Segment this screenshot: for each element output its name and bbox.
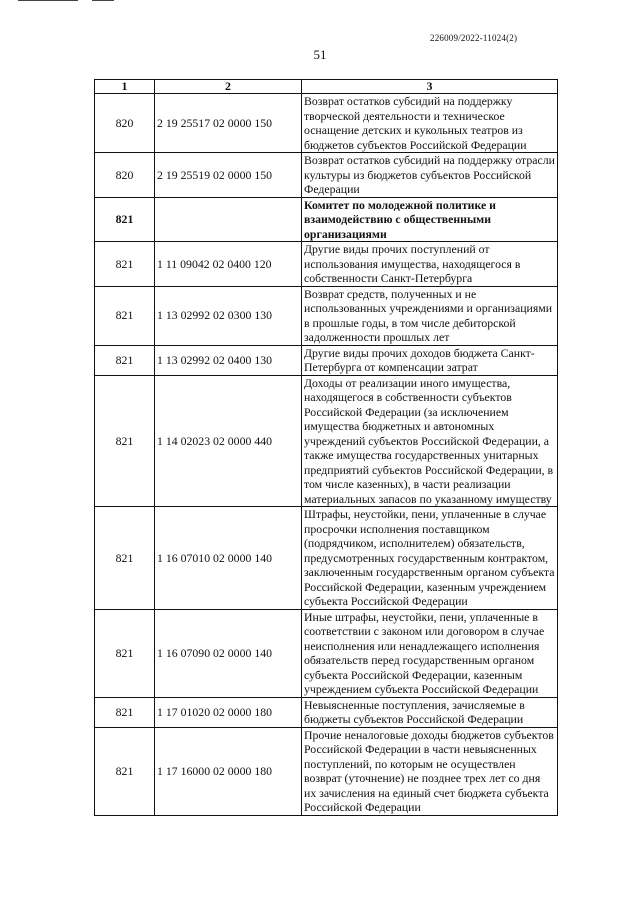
- table-row: [95, 697, 558, 727]
- description-cell: Возврат остатков субсидий на поддержку творческой деятельности и техническое оснащение детских и кукольных театров из бюджетов субъектов Российской Федерации: [302, 94, 558, 153]
- table-header-row: [95, 80, 558, 94]
- document-id: 226009/2022-11024(2): [430, 33, 518, 43]
- table-row: [95, 507, 558, 610]
- table-row: [95, 153, 558, 198]
- kbk-code-cell: 1 17 16000 02 0000 180: [155, 727, 302, 815]
- kbk-code-cell: 1 13 02992 02 0400 130: [155, 345, 302, 375]
- admin-code-cell: 821: [95, 507, 155, 610]
- kbk-code-cell: 1 11 09042 02 0400 120: [155, 242, 302, 287]
- admin-code-cell: 821: [95, 345, 155, 375]
- admin-code-cell: 821: [95, 286, 155, 345]
- description-cell: Возврат остатков субсидий на поддержку отрасли культуры из бюджетов субъектов Российской Федерации: [302, 153, 558, 198]
- kbk-code-cell: [155, 197, 302, 242]
- committee-name-cell: Комитет по молодежной политике и взаимодействию с общественными организациями: [302, 197, 558, 242]
- description-cell: Прочие неналоговые доходы бюджетов субъектов Российской Федерации в части невыясненных поступлений, по которым не осуществлен возврат (уточнение) не позднее трех лет со дня их зачисления на единый счет бюджета субъекта Российской Федерации: [302, 727, 558, 815]
- column-header: 3: [302, 80, 558, 94]
- description-cell: Иные штрафы, неустойки, пени, уплаченные в соответствии с законом или договором в случае неисполнения или ненадлежащего исполнения обязательств перед государственным органом субъекта Российской Федерации, казенным учреждением субъекта Российской Федерации: [302, 609, 558, 697]
- table-row: [95, 94, 558, 153]
- table-row: [95, 727, 558, 815]
- description-cell: Штрафы, неустойки, пени, уплаченные в случае просрочки исполнения поставщиком (подрядчиком, исполнителем) обязательств, предусмотренных государственным контрактом, заключенным государственным органом субъекта Российской Федерации, казенным учреждением субъекта Российской Федерации: [302, 507, 558, 610]
- kbk-code-cell: 1 14 02023 02 0000 440: [155, 375, 302, 507]
- table-row: [95, 609, 558, 697]
- description-cell: Доходы от реализации иного имущества, находящегося в собственности субъектов Российской Федерации (за исключением имущества бюджетных и автономных учреждений субъектов Российской Федерации, а также имущества государственных унитарных предприятий субъектов Российской Федерации, в том числе казенных), в части реализации материальных запасов по указанному имуществу: [302, 375, 558, 507]
- description-cell: Другие виды прочих поступлений от использования имущества, находящегося в собственности Санкт-Петербурга: [302, 242, 558, 287]
- page-number: 51: [313, 47, 327, 62]
- kbk-code-cell: 1 17 01020 02 0000 180: [155, 697, 302, 727]
- admin-code-cell: 821: [95, 197, 155, 242]
- kbk-code-cell: 2 19 25517 02 0000 150: [155, 94, 302, 153]
- kbk-code-cell: 1 16 07010 02 0000 140: [155, 507, 302, 610]
- column-header: 2: [155, 80, 302, 94]
- table-row: [95, 242, 558, 287]
- description-cell: Другие виды прочих доходов бюджета Санкт-Петербурга от компенсации затрат: [302, 345, 558, 375]
- column-header: 1: [95, 80, 155, 94]
- table-row: [95, 375, 558, 507]
- kbk-code-cell: 1 13 02992 02 0300 130: [155, 286, 302, 345]
- kbk-code-cell: 1 16 07090 02 0000 140: [155, 609, 302, 697]
- budget-codes-table: [94, 79, 558, 816]
- table-row: [95, 286, 558, 345]
- admin-code-cell: 821: [95, 609, 155, 697]
- table-row-committee: [95, 197, 558, 242]
- admin-code-cell: 820: [95, 153, 155, 198]
- admin-code-cell: 821: [95, 727, 155, 815]
- admin-code-cell: 821: [95, 242, 155, 287]
- admin-code-cell: 821: [95, 697, 155, 727]
- table-row: [95, 345, 558, 375]
- top-scan-marks: [0, 0, 115, 2]
- description-cell: Невыясненные поступления, зачисляемые в бюджеты субъектов Российской Федерации: [302, 697, 558, 727]
- description-cell: Возврат средств, полученных и не использованных учреждениями и организациями в прошлые годы, в том числе дебиторской задолженности прошлых лет: [302, 286, 558, 345]
- admin-code-cell: 821: [95, 375, 155, 507]
- admin-code-cell: 820: [95, 94, 155, 153]
- kbk-code-cell: 2 19 25519 02 0000 150: [155, 153, 302, 198]
